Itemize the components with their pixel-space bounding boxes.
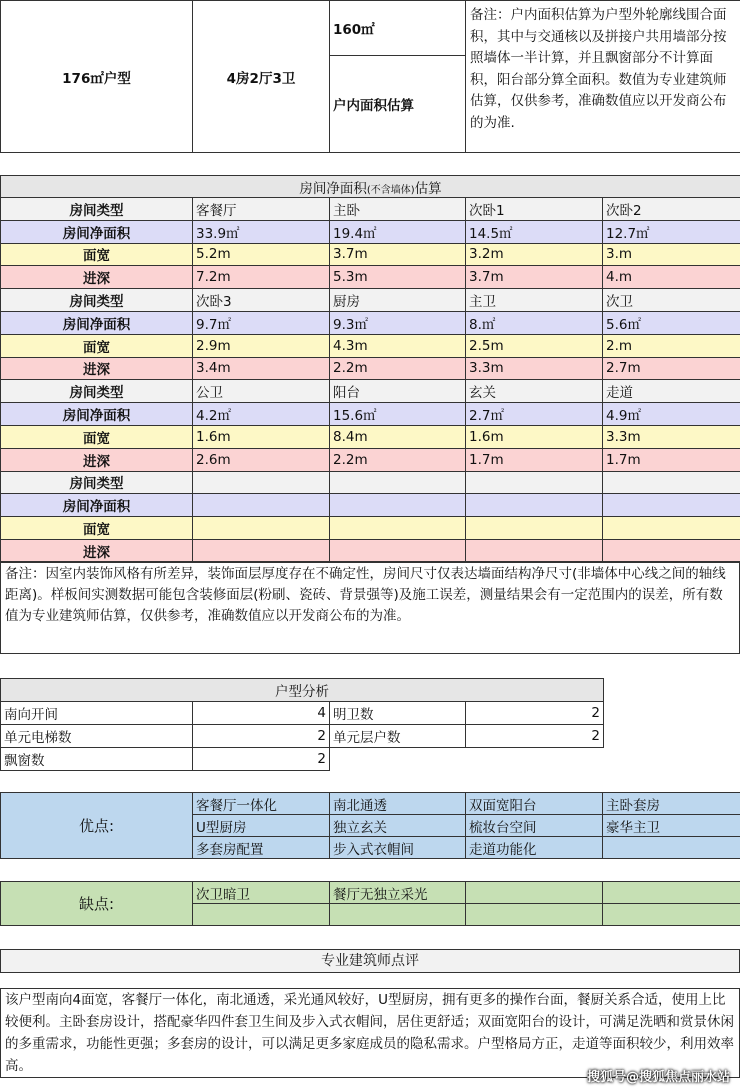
bay-label: 飘窗数 <box>1 748 193 771</box>
elevator-label: 单元电梯数 <box>1 725 193 748</box>
cons-item <box>193 904 330 926</box>
room-type-cell <box>603 471 740 494</box>
header-table <box>0 0 740 153</box>
room-area-cell <box>603 494 740 517</box>
pros-item: 豪华主卫 <box>603 815 740 837</box>
room-depth-cell: 7.2m <box>193 266 330 289</box>
watermark: 搜狐号@搜狐焦点丽水站 <box>586 1070 730 1085</box>
room-type-label: 房间类型 <box>1 380 193 403</box>
rooms-title: 房间净面积(不含墙体)估算 <box>1 176 740 198</box>
room-width-cell: 2.m <box>603 334 740 357</box>
room-width-row <box>1 517 740 540</box>
room-area-cell: 8.㎡ <box>466 311 603 334</box>
area-type: 176㎡户型 <box>1 1 193 153</box>
room-type-cell: 次卧2 <box>603 198 740 221</box>
pros-item: 独立玄关 <box>330 815 466 837</box>
room-width-label: 面宽 <box>1 517 193 540</box>
room-depth-cell <box>193 539 330 562</box>
room-width-cell <box>603 517 740 540</box>
room-width-label: 面宽 <box>1 425 193 448</box>
room-type-cell <box>466 471 603 494</box>
room-width-cell: 1.6m <box>193 425 330 448</box>
room-width-cell: 1.6m <box>466 425 603 448</box>
room-width-cell: 3.m <box>603 243 740 266</box>
room-type-row <box>1 380 740 403</box>
room-depth-row <box>1 448 740 471</box>
room-depth-cell: 3.3m <box>466 357 603 380</box>
room-type-cell: 走道 <box>603 380 740 403</box>
room-area-cell: 5.6㎡ <box>603 311 740 334</box>
room-depth-label: 进深 <box>1 357 193 380</box>
south-label: 南向开间 <box>1 702 193 725</box>
pros-item: 梳妆台空间 <box>466 815 603 837</box>
room-width-cell <box>466 517 603 540</box>
pros-item: 双面宽阳台 <box>466 793 603 815</box>
room-depth-cell: 2.7m <box>603 357 740 380</box>
room-area-cell: 4.9㎡ <box>603 403 740 426</box>
cons-item: 餐厅无独立采光 <box>330 882 466 904</box>
pros-item: 主卧套房 <box>603 793 740 815</box>
empty-cell <box>330 748 466 771</box>
cons-item <box>466 904 603 926</box>
room-depth-cell: 5.3m <box>330 266 466 289</box>
room-depth-cell <box>603 539 740 562</box>
room-depth-row <box>1 539 740 562</box>
room-area-cell: 33.9㎡ <box>193 220 330 243</box>
room-type-cell: 主卧 <box>330 198 466 221</box>
room-type-label: 房间类型 <box>1 471 193 494</box>
room-type-cell: 玄关 <box>466 380 603 403</box>
room-depth-cell <box>466 539 603 562</box>
cons-item <box>466 882 603 904</box>
cons-label: 缺点: <box>1 882 193 926</box>
room-type-row <box>1 198 740 221</box>
area-label: 户内面积估算 <box>330 56 466 153</box>
bright-bath-value: 2 <box>466 702 604 725</box>
room-type-cell <box>193 471 330 494</box>
cons-table <box>0 881 740 926</box>
room-area-label: 房间净面积 <box>1 311 193 334</box>
room-depth-cell: 1.7m <box>603 448 740 471</box>
room-width-cell <box>193 517 330 540</box>
room-type-cell: 次卫 <box>603 289 740 312</box>
room-depth-label: 进深 <box>1 448 193 471</box>
room-depth-cell: 1.7m <box>466 448 603 471</box>
room-type-cell: 厨房 <box>330 289 466 312</box>
units-label: 单元层户数 <box>330 725 466 748</box>
room-area-row <box>1 403 740 426</box>
room-area-cell: 19.4㎡ <box>330 220 466 243</box>
cons-item <box>603 904 740 926</box>
pros-table <box>0 792 740 859</box>
room-area-row <box>1 494 740 517</box>
room-depth-label: 进深 <box>1 539 193 562</box>
room-area-row <box>1 311 740 334</box>
room-depth-cell: 2.2m <box>330 448 466 471</box>
room-depth-cell: 3.7m <box>466 266 603 289</box>
elevator-value: 2 <box>193 725 330 748</box>
units-value: 2 <box>466 725 604 748</box>
room-type-cell: 阳台 <box>330 380 466 403</box>
room-type-cell <box>330 471 466 494</box>
pros-item: 走道功能化 <box>466 837 603 859</box>
room-depth-row <box>1 357 740 380</box>
room-width-row <box>1 334 740 357</box>
room-width-row <box>1 425 740 448</box>
room-width-cell: 8.4m <box>330 425 466 448</box>
room-width-cell: 2.5m <box>466 334 603 357</box>
room-width-row <box>1 243 740 266</box>
room-depth-cell <box>330 539 466 562</box>
bay-value: 2 <box>193 748 330 771</box>
layout-type: 4房2厅3卫 <box>193 1 330 153</box>
room-type-label: 房间类型 <box>1 198 193 221</box>
pros-item: 南北通透 <box>330 793 466 815</box>
room-area-cell: 9.7㎡ <box>193 311 330 334</box>
cons-item: 次卫暗卫 <box>193 882 330 904</box>
cons-item <box>330 904 466 926</box>
area-value: 160㎡ <box>330 1 466 56</box>
room-area-cell: 14.5㎡ <box>466 220 603 243</box>
room-depth-row <box>1 266 740 289</box>
room-area-label: 房间净面积 <box>1 494 193 517</box>
room-width-cell: 4.3m <box>330 334 466 357</box>
room-type-cell: 客餐厅 <box>193 198 330 221</box>
room-type-cell: 公卫 <box>193 380 330 403</box>
room-area-row <box>1 220 740 243</box>
room-area-cell <box>330 494 466 517</box>
pros-item: 步入式衣帽间 <box>330 837 466 859</box>
room-width-cell: 3.7m <box>330 243 466 266</box>
room-type-label: 房间类型 <box>1 289 193 312</box>
room-depth-cell: 2.6m <box>193 448 330 471</box>
room-area-label: 房间净面积 <box>1 403 193 426</box>
room-area-table <box>0 175 740 563</box>
room-type-cell: 次卧3 <box>193 289 330 312</box>
room-area-cell: 9.3㎡ <box>330 311 466 334</box>
room-type-row <box>1 289 740 312</box>
room-type-cell: 次卧1 <box>466 198 603 221</box>
room-area-cell <box>193 494 330 517</box>
pros-item: 多套房配置 <box>193 837 330 859</box>
pros-label: 优点: <box>1 793 193 859</box>
room-area-cell: 4.2㎡ <box>193 403 330 426</box>
room-area-cell: 15.6㎡ <box>330 403 466 426</box>
room-width-label: 面宽 <box>1 243 193 266</box>
rooms-note: 备注：因室内装饰风格有所差异，装饰面层厚度存在不确定性，房间尺寸仅表达墙面结构净尺寸(非墙体中心线之间的轴线距离)。样板间实测数据可能包含装修面层(粉刷、瓷砖、背景强等)及施工误差，测量结果会有一定范围内的误差，所有数值为专业建筑师估算，仅供参考，准确数值应以开发商公布的为准。 <box>0 561 740 654</box>
room-type-row <box>1 471 740 494</box>
pros-item: 客餐厅一体化 <box>193 793 330 815</box>
room-area-label: 房间净面积 <box>1 220 193 243</box>
room-area-cell: 2.7㎡ <box>466 403 603 426</box>
room-depth-cell: 3.4m <box>193 357 330 380</box>
room-area-cell <box>466 494 603 517</box>
review-text: 该户型南向4面宽，客餐厅一体化，南北通透，采光通风较好，U型厨房，拥有更多的操作台面，餐厨关系合适，使用上比较便利。主卧套房设计，搭配豪华四件套卫生间及步入式衣帽间，居住更舒适；双面宽阳台的设计，可满足洗晒和赏景休闲的多重需求，功能性更强；多套房的设计，可以满足更多家庭成员的隐私需求。户型格局方正，走道等面积较少，利用效率高。 <box>0 988 740 1078</box>
room-width-cell <box>330 517 466 540</box>
analysis-title: 户型分析 <box>1 679 604 702</box>
room-depth-cell: 4.m <box>603 266 740 289</box>
empty-cell <box>466 748 604 771</box>
room-width-cell: 2.9m <box>193 334 330 357</box>
analysis-table <box>0 678 604 771</box>
pros-item: U型厨房 <box>193 815 330 837</box>
review-title: 专业建筑师点评 <box>0 949 740 973</box>
south-value: 4 <box>193 702 330 725</box>
room-area-cell: 12.7㎡ <box>603 220 740 243</box>
pros-item <box>603 837 740 859</box>
room-width-label: 面宽 <box>1 334 193 357</box>
bright-bath-label: 明卫数 <box>330 702 466 725</box>
header-note: 备注：户内面积估算为户型外轮廓线围合面积，其中与交通核以及拼接户共用墙部分按照墙体一半计算，并且飘窗部分不计算面积，阳台部分算全面积。数值为专业建筑师估算，仅供参考，准确数值应以开发商公布的为准. <box>466 1 740 153</box>
room-width-cell: 3.3m <box>603 425 740 448</box>
room-depth-cell: 2.2m <box>330 357 466 380</box>
cons-item <box>603 882 740 904</box>
room-width-cell: 5.2m <box>193 243 330 266</box>
room-depth-label: 进深 <box>1 266 193 289</box>
room-width-cell: 3.2m <box>466 243 603 266</box>
room-type-cell: 主卫 <box>466 289 603 312</box>
